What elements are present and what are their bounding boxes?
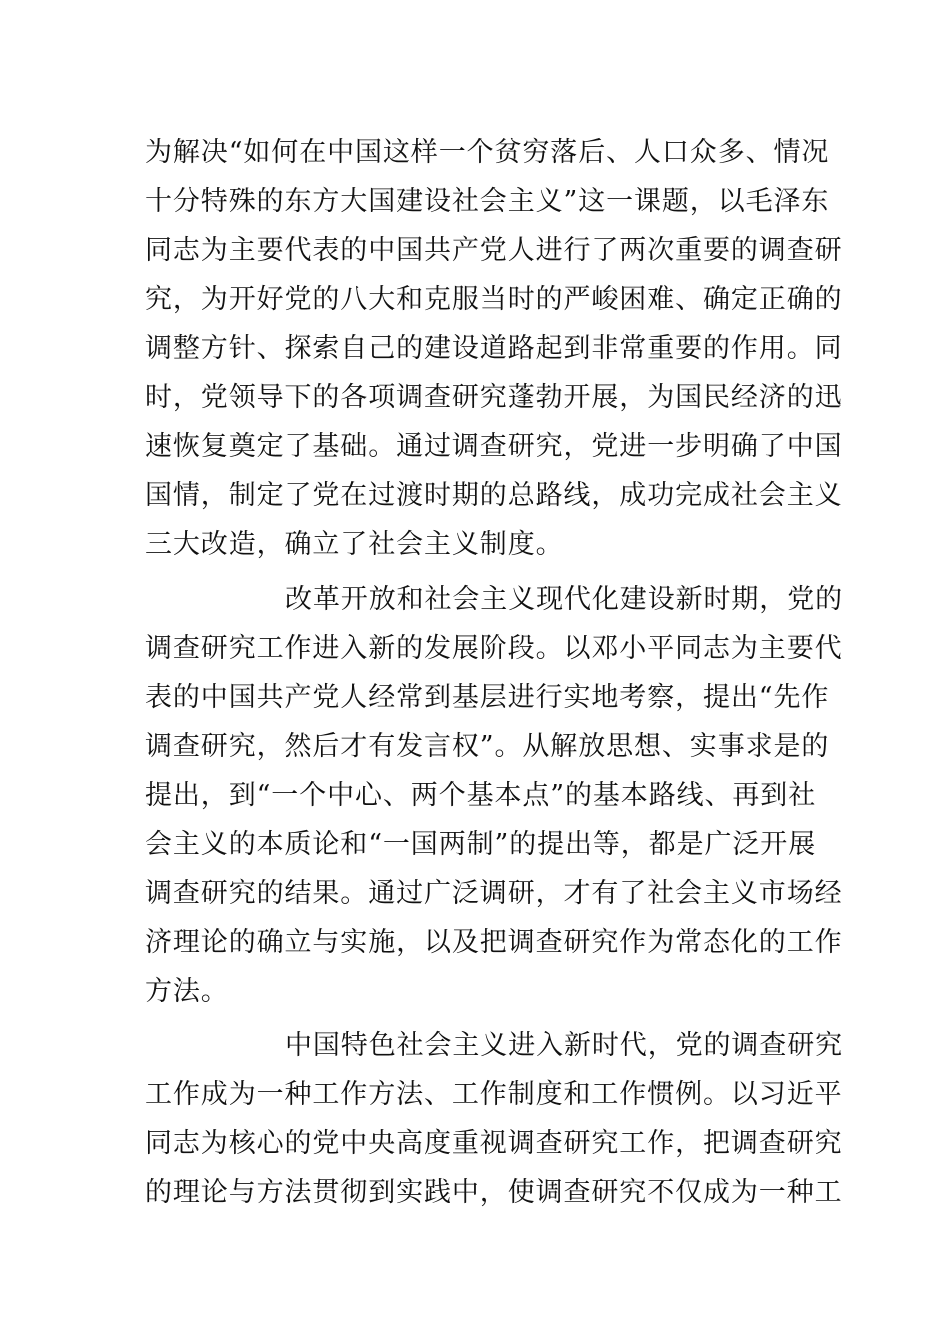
text-line: 会主义的本质论和“一国两制”的提出等，都是广泛开展: [145, 829, 817, 860]
text-line: 工作成为一种工作方法、工作制度和工作惯例。以习近平: [145, 1079, 843, 1110]
text-line: 调查研究，然后才有发言权”。从解放思想、实事求是的: [145, 731, 830, 762]
text-line: 调整方针、探索自己的建设道路起到非常重要的作用。同: [145, 333, 843, 364]
text-line: 国情，制定了党在过渡时期的总路线，成功完成社会主义: [145, 480, 843, 511]
text-line: 同志为核心的党中央高度重视调查研究工作，把调查研究: [145, 1128, 843, 1159]
paragraph-first-line: 中国特色社会主义进入新时代，党的调查研究: [285, 1030, 843, 1061]
text-line: 方法。: [145, 976, 229, 1007]
text-line: 同志为主要代表的中国共产党人进行了两次重要的调查研: [145, 235, 843, 266]
paragraph-first-line: 改革开放和社会主义现代化建设新时期，党的: [285, 584, 843, 615]
text-line: 济理论的确立与实施，以及把调查研究作为常态化的工作: [145, 927, 843, 958]
text-line: 速恢复奠定了基础。通过调查研究，党进一步明确了中国: [145, 431, 843, 462]
text-line: 调查研究工作进入新的发展阶段。以邓小平同志为主要代: [145, 633, 843, 664]
text-line: 三大改造，确立了社会主义制度。: [145, 529, 564, 560]
text-line: 调查研究的结果。通过广泛调研，才有了社会主义市场经: [145, 878, 843, 909]
text-line: 时，党领导下的各项调查研究蓬勃开展，为国民经济的迅: [145, 382, 843, 413]
text-line: 表的中国共产党人经常到基层进行实地考察，提出“先作: [145, 682, 830, 713]
text-line: 提出，到“一个中心、两个基本点”的基本路线、再到社: [145, 780, 817, 811]
text-line: 究，为开好党的八大和克服当时的严峻困难、确定正确的: [145, 284, 843, 315]
text-line: 为解决“如何在中国这样一个贫穷落后、人口众多、情况: [145, 137, 830, 168]
text-line: 的理论与方法贯彻到实践中，使调查研究不仅成为一种工: [145, 1177, 843, 1208]
text-line: 十分特殊的东方大国建设社会主义”这一课题，以毛泽东: [145, 186, 830, 217]
